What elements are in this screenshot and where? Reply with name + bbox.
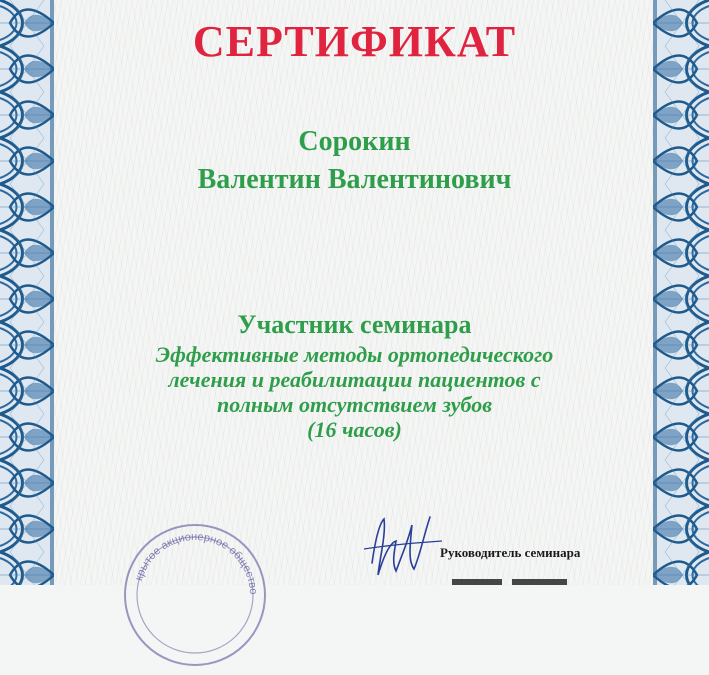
seminar-leader-label: Руководитель семинара: [440, 545, 581, 560]
seminar-line: лечения и реабилитации пациентов с: [168, 367, 541, 392]
certificate-title: СЕРТИФИКАТ: [192, 17, 517, 66]
leader-name-cropped: [452, 577, 572, 585]
seal-text: крытое акционерное общество: [133, 530, 260, 595]
participant-role: Участник семинара: [237, 310, 472, 339]
seminar-description: [90, 342, 619, 442]
signature: [350, 505, 450, 585]
seminar-line: полным отсутствием зубов: [216, 392, 493, 417]
seminar-duration: (16 часов): [307, 417, 402, 442]
recipient-given-names: Валентин Валентинович: [197, 164, 512, 195]
stamp-seal: [120, 520, 270, 670]
recipient-surname: Сорокин: [298, 126, 411, 157]
seminar-line: Эффективные методы ортопедического: [155, 342, 554, 367]
